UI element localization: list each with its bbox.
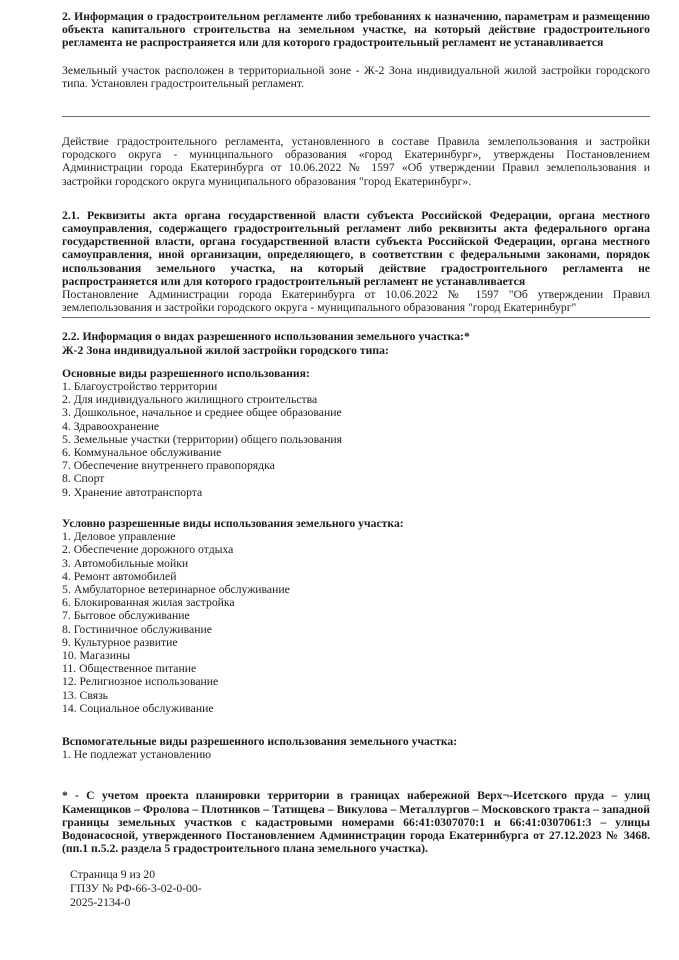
list-item: 9. Хранение автотранспорта (62, 485, 203, 499)
list-item: 1. Не подлежат установлению (62, 748, 212, 762)
page-indicator: Страница 9 из 20 (70, 868, 156, 881)
list-item: 2. Обеспечение дорожного отдыха (62, 543, 234, 557)
auxiliary-uses-list (62, 748, 650, 761)
section-2-1-body: Постановление Администрации города Екатеринбурга от 10.06.2022 № 1597 "Об утверждении Правил землепользования и застройки городского округа - муниципального образования "город Екатеринбург" (62, 288, 650, 315)
regulation-statement: Действие градостроительного регламента, установленного в составе Правила землепользования и застройки городского округа - муниципального образования «город Екатеринбург», утверждены Постановлением Администрации города Екатеринбурга от 10.06.2022 № 1597 «Об утверждении Правил землепользования и застройки городского округа муниципального образования "город Екатеринбург». (62, 135, 650, 188)
conditional-uses-heading: Условно разрешенные виды использования земельного участка: (62, 516, 404, 530)
auxiliary-uses-heading: Вспомогательные виды разрешенного использования земельного участка: (62, 734, 458, 748)
list-item: 12. Религиозное использование (62, 675, 219, 689)
list-item: 2. Для индивидуального жилищного строительства (62, 393, 318, 407)
footnote: * - С учетом проекта планировки территории в границах набережной Верх¬-Исетского пруда – улиц Каменщиков – Фролова – Плотников – Татищева – Викулова – Металлургов – Московского тракта – западной границы земельных участков с кадастровыми номерами 66:41:0307070:1 и 66:41:0307061:3 – улицы Водонасосной, утвержденного Постановлением Администрации города Екатеринбурга от 27.12.2023 № 3468. (пп.1 п.5.2. раздела 5 градостроительного плана земельного участка). (62, 789, 650, 856)
list-item: 7. Бытовое обслуживание (62, 609, 190, 623)
list-item: 8. Спорт (62, 472, 105, 486)
list-item: 6. Коммунальное обслуживание (62, 446, 222, 460)
doc-number-line-2: 2025-2134-0 (70, 896, 131, 910)
section-2-2-heading: 2.2. Информация о видах разрешенного использования земельного участка:* (62, 330, 470, 344)
section-2-1-heading: 2.1. Реквизиты акта органа государственной власти субъекта Российской Федерации, органа местного самоуправления, содержащего градостроительный регламент либо реквизиты акта федерального органа государственной власти, органа государственной власти субъекта Российской Федерации, органа местного самоуправления, иной организации, определяющего, в соответствии с федеральными законами, порядок использования земельного участка, на который действие градостроительного регламента не распространяется или для которого градостроительный регламент не устанавливается (62, 208, 650, 288)
divider-line-1 (62, 116, 650, 117)
list-item: 7. Обеспечение внутреннего правопорядка (62, 459, 275, 473)
zone-title: Ж-2 Зона индивидуальной жилой застройки городского типа: (62, 343, 389, 357)
list-item: 3. Автомобильные мойки (62, 556, 189, 570)
list-item: 4. Здравоохранение (62, 419, 160, 433)
list-item: 5. Земельные участки (территории) общего пользования (62, 432, 343, 446)
list-item: 8. Гостиничное обслуживание (62, 622, 212, 636)
list-item: 10. Магазины (62, 648, 131, 662)
conditional-uses-list (62, 530, 650, 715)
zone-statement: Земельный участок расположен в территориальной зоне - Ж-2 Зона индивидуальной жилой застройки городского типа. Установлен градостроительный регламент. (62, 63, 650, 90)
list-item: 11. Общественное питание (62, 662, 197, 676)
divider-line-2 (62, 317, 650, 318)
list-item: 1. Деловое управление (62, 530, 176, 544)
list-item: 13. Связь (62, 688, 109, 702)
section-2-1 (62, 209, 650, 315)
section-2-heading: 2. Информация о градостроительном регламенте либо требованиях к назначению, параметрам и размещению объекта капитального строительства на земельном участке, на который действие градостроительного регламента не распространяется или для которого градостроительный регламент не устанавливается (62, 10, 650, 50)
main-uses-list (62, 380, 650, 499)
list-item: 3. Дошкольное, начальное и среднее общее образование (62, 406, 342, 420)
document-content (62, 0, 650, 855)
page-footer (70, 868, 202, 911)
list-item: 1. Благоустройство территории (62, 380, 218, 394)
list-item: 14. Социальное обслуживание (62, 701, 214, 715)
list-item: 4. Ремонт автомобилей (62, 569, 177, 583)
list-item: 5. Амбулаторное ветеринарное обслуживание (62, 582, 290, 596)
main-uses-heading: Основные виды разрешенного использования: (62, 366, 310, 380)
list-item: 6. Блокированная жилая застройка (62, 596, 235, 610)
doc-number-line-1: ГПЗУ № РФ-66-3-02-0-00- (70, 882, 202, 896)
list-item: 9. Культурное развитие (62, 635, 178, 649)
